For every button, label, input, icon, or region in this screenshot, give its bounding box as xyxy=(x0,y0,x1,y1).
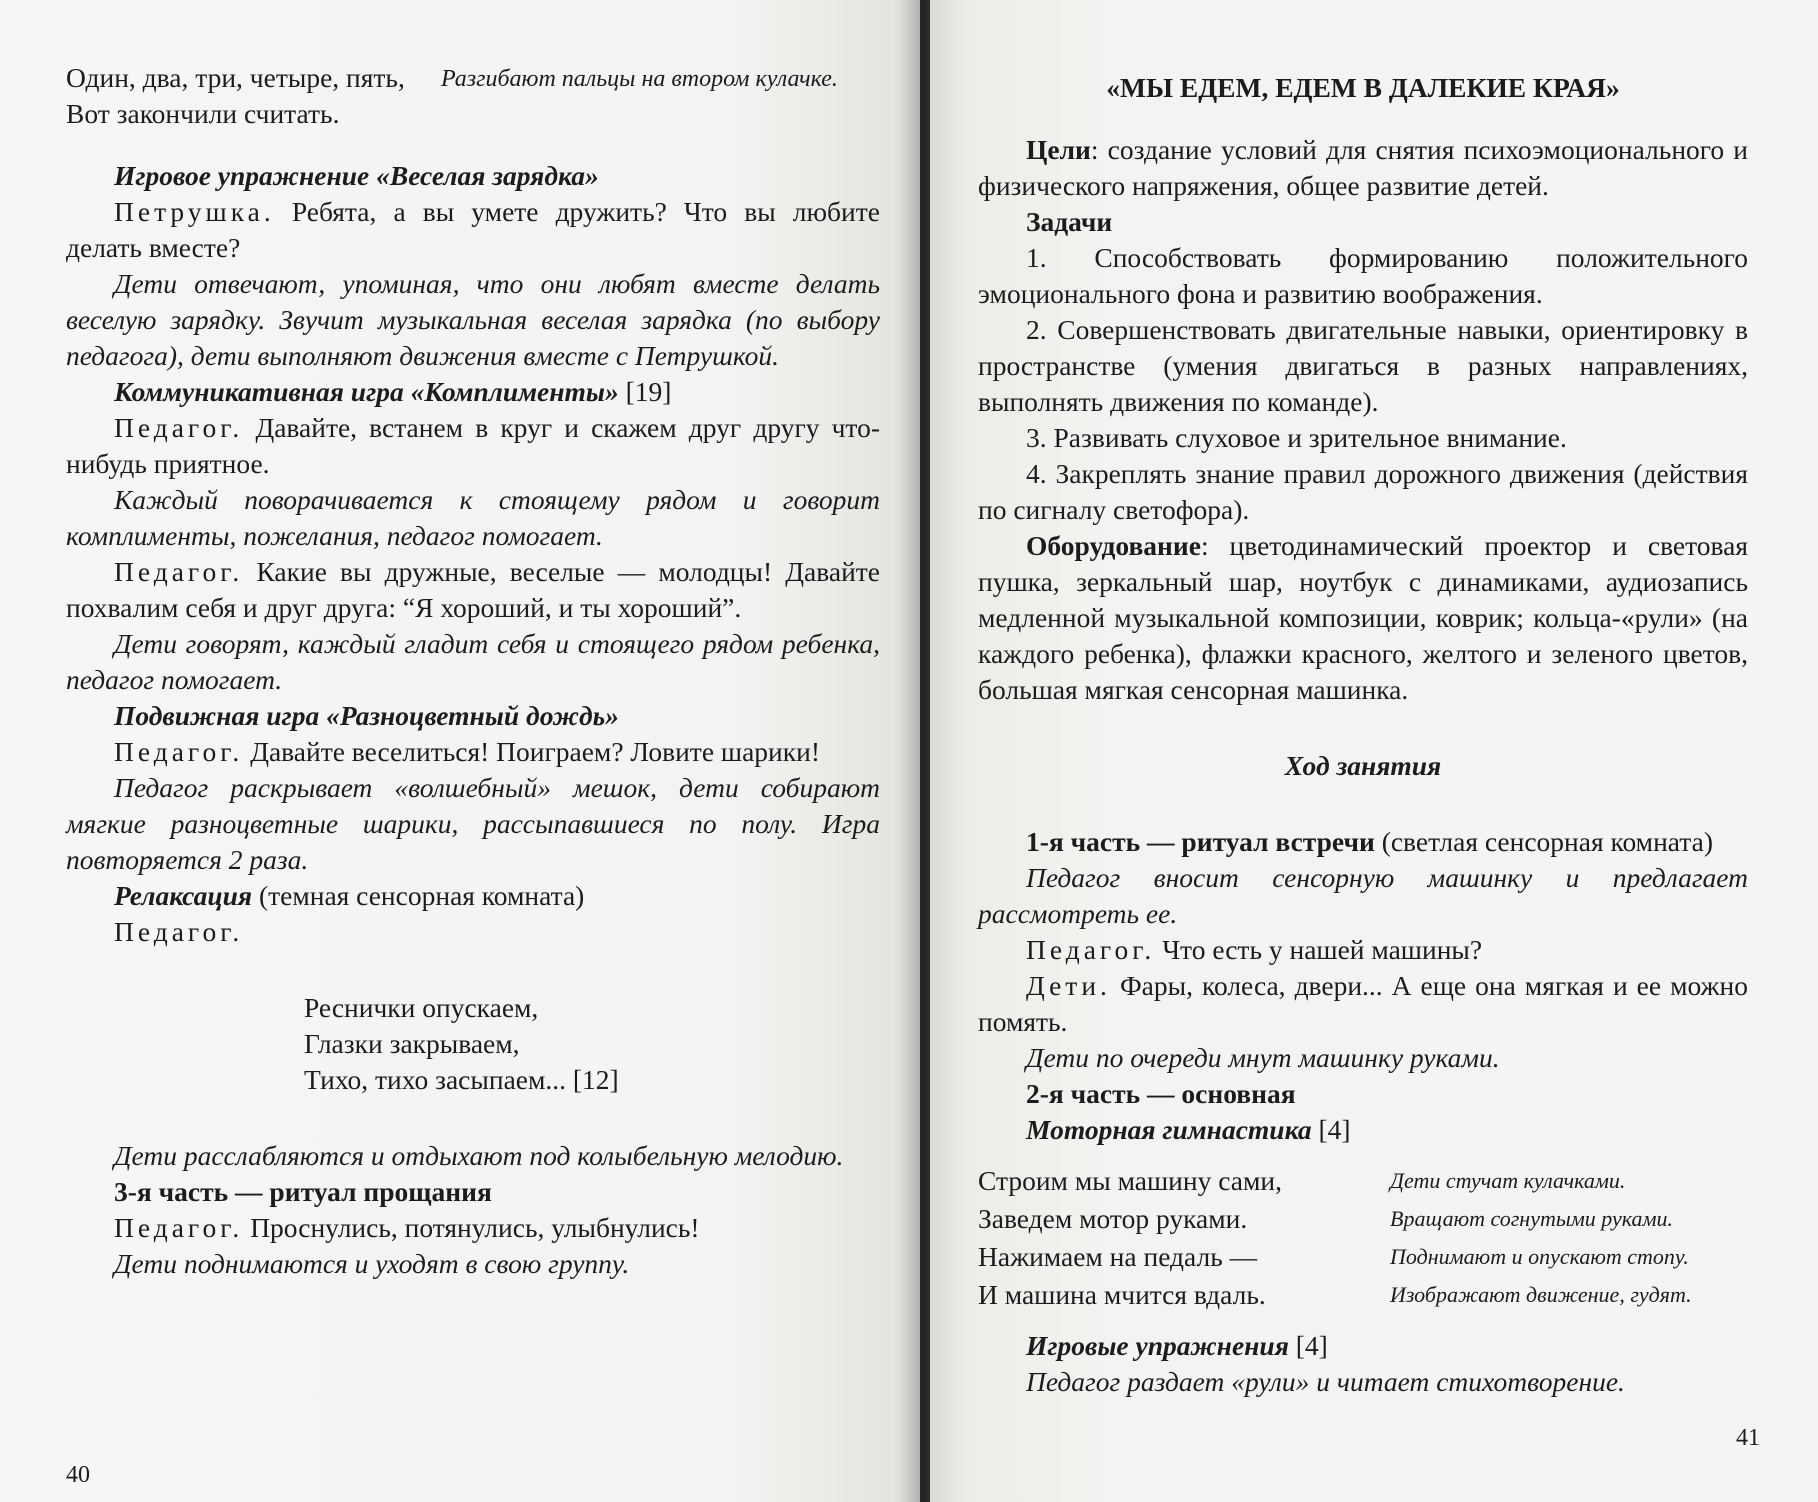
verse-note: Вращают согнутыми руками. xyxy=(1390,1206,1674,1231)
part2-title: 2-я часть — основная xyxy=(1026,1078,1296,1109)
games-ref: [4] xyxy=(1288,1330,1328,1361)
speaker: Педагог. xyxy=(114,736,244,767)
verse-note: Разгибают пальцы на втором кулачке. xyxy=(441,66,838,92)
goals xyxy=(978,132,1748,204)
speaker: Педагог. xyxy=(114,1212,244,1243)
task-item: 4. Закреплять знание правил дорожного движения (действия по сигналу светофора). xyxy=(978,458,1748,525)
part1-note: (светлая сенсорная комната) xyxy=(1374,826,1714,857)
part3-title: 3-я часть — ритуал прощания xyxy=(114,1176,492,1207)
relax-heading xyxy=(66,878,880,914)
game3-title: Подвижная игра «Разноцветный дождь» xyxy=(114,700,619,731)
tasks-label: Задачи xyxy=(1026,206,1113,237)
game3-direction: Педагог раскрывает «волшебный» мешок, дети собирают мягкие разноцветные шарики, рассыпавшиеся по полу. Игра повторяется 2 раза. xyxy=(66,772,880,875)
verse-line: Заведем мотор руками. xyxy=(978,1203,1248,1234)
motor-ref: [4] xyxy=(1311,1114,1351,1145)
verse-line: Глазки закрываем, xyxy=(304,1028,520,1059)
verse-note: Изображают движение, гудят. xyxy=(1390,1282,1692,1307)
part3-replica xyxy=(66,1210,880,1246)
speaker: Дети. xyxy=(1026,970,1111,1001)
game2-replica-2 xyxy=(66,554,880,626)
game2-direction-2: Дети говорят, каждый гладит себя и стоящего рядом ребенка, педагог помогает. xyxy=(66,628,880,695)
relax-speaker: Педагог. xyxy=(114,916,244,947)
game1-title: Игровое упражнение «Веселая зарядка» xyxy=(114,160,599,191)
verse-line: Тихо, тихо засыпаем... [12] xyxy=(304,1064,619,1095)
page-number: 40 xyxy=(66,1462,90,1488)
speech: Давайте веселиться! Поиграем? Ловите шарики! xyxy=(250,736,820,767)
right-page xyxy=(930,0,1818,1502)
verse-line: Нажимаем на педаль — xyxy=(978,1241,1258,1272)
games-direction: Педагог раздает «рули» и читает стихотворение. xyxy=(1026,1366,1625,1397)
part1-replica xyxy=(978,932,1748,968)
game2-title: Коммуникативная игра «Комплименты» xyxy=(114,376,619,407)
verse-note: Дети стучат кулачками. xyxy=(1390,1168,1626,1193)
equipment xyxy=(978,528,1748,708)
relax-verse xyxy=(304,990,880,1098)
part1-direction: Педагог вносит сенсорную машинку и предлагает рассмотреть ее. xyxy=(978,862,1748,929)
game1-direction: Дети отвечают, упоминая, что они любят вместе делать веселую зарядку. Звучит музыкальная веселая зарядка (по выбору педагога), дети выполняют движения вместе с Петрушкой. xyxy=(66,268,880,371)
part1-heading xyxy=(978,824,1748,860)
speech: Проснулись, потянулись, улыбнулись! xyxy=(250,1212,700,1243)
page-number: 41 xyxy=(1736,1425,1760,1451)
task-item: 3. Развивать слуховое и зрительное внимание. xyxy=(1026,422,1567,453)
part1-title: 1-я часть — ритуал встречи xyxy=(1026,826,1375,857)
verse-line: Один, два, три, четыре, пять, xyxy=(66,62,405,93)
game3-replica xyxy=(66,734,880,770)
games-title: Игровые упражнения xyxy=(1026,1330,1289,1361)
speech: Давайте, встанем в круг и скажем друг другу что-нибудь приятное. xyxy=(66,412,880,479)
motor-heading xyxy=(978,1112,1748,1148)
part1-direction-2: Дети по очереди мнут машинку руками. xyxy=(1026,1042,1500,1073)
relax-note: (темная сенсорная комната) xyxy=(252,880,585,911)
verse-line: Реснички опускаем, xyxy=(304,992,539,1023)
speaker: Педагог. xyxy=(1026,934,1156,965)
goals-text: : создание условий для снятия психоэмоционального и физического напряжения, общее развитие детей. xyxy=(978,134,1748,201)
speaker: Педагог. xyxy=(114,412,244,443)
lesson-title: «МЫ ЕДЕМ, ЕДЕМ В ДАЛЕКИЕ КРАЯ» xyxy=(1106,72,1620,103)
equipment-label: Оборудование xyxy=(1026,530,1201,561)
game2-direction: Каждый поворачивается к стоящему рядом и говорит комплименты, пожелания, педагог помогает. xyxy=(66,484,880,551)
game1-replica xyxy=(66,194,880,266)
opening-verse xyxy=(66,60,880,132)
game2-ref: [19] xyxy=(618,376,672,407)
task-item: 2. Совершенствовать двигательные навыки, ориентировку в пространстве (умения двигаться в разных направлениях, выполнять движения по команде). xyxy=(978,314,1748,417)
speaker: Петрушка. xyxy=(114,196,275,227)
part1-replica-2 xyxy=(978,968,1748,1040)
motor-verse xyxy=(978,1162,1748,1314)
speech: Фары, колеса, двери... А еще она мягкая и ее можно помять. xyxy=(978,970,1749,1037)
game2-replica xyxy=(66,410,880,482)
part3-direction: Дети поднимаются и уходят в свою группу. xyxy=(114,1248,630,1279)
verse-line: И машина мчится вдаль. xyxy=(978,1279,1266,1310)
course-title: Ход занятия xyxy=(1284,750,1442,781)
game2-heading xyxy=(66,374,880,410)
verse-line: Строим мы машину сами, xyxy=(978,1165,1282,1196)
task-item: 1. Способствовать формированию положительного эмоционального фона и развитию воображения. xyxy=(978,242,1748,309)
verse-line: Вот закончили считать. xyxy=(66,98,340,129)
motor-title: Моторная гимнастика xyxy=(1026,1114,1312,1145)
goals-label: Цели xyxy=(1026,134,1091,165)
equipment-text: : цветодинамический проектор и световая пушка, зеркальный шар, ноутбук с динамиками, аудиозапись медленной музыкальной композиции, коврик; кольца-«рули» (на каждого ребенка), флажки красного, желтого и зеленого цветов, большая мягкая сенсорная машинка. xyxy=(978,530,1748,705)
speech: Ребята, а вы умете дружить? Что вы любите делать вместе? xyxy=(66,196,880,263)
verse-note: Поднимают и опускают стопу. xyxy=(1390,1244,1689,1269)
speaker: Педагог. xyxy=(114,556,244,587)
relax-direction: Дети расслабляются и отдыхают под колыбельную мелодию. xyxy=(114,1140,844,1171)
games-heading xyxy=(978,1328,1748,1364)
speech: Какие вы дружные, веселые — молодцы! Давайте похвалим себя и друг друга: “Я хороший, и ты хороший”. xyxy=(66,556,881,623)
speech: Что есть у нашей машины? xyxy=(1162,934,1483,965)
relax-title: Релаксация xyxy=(114,880,253,911)
